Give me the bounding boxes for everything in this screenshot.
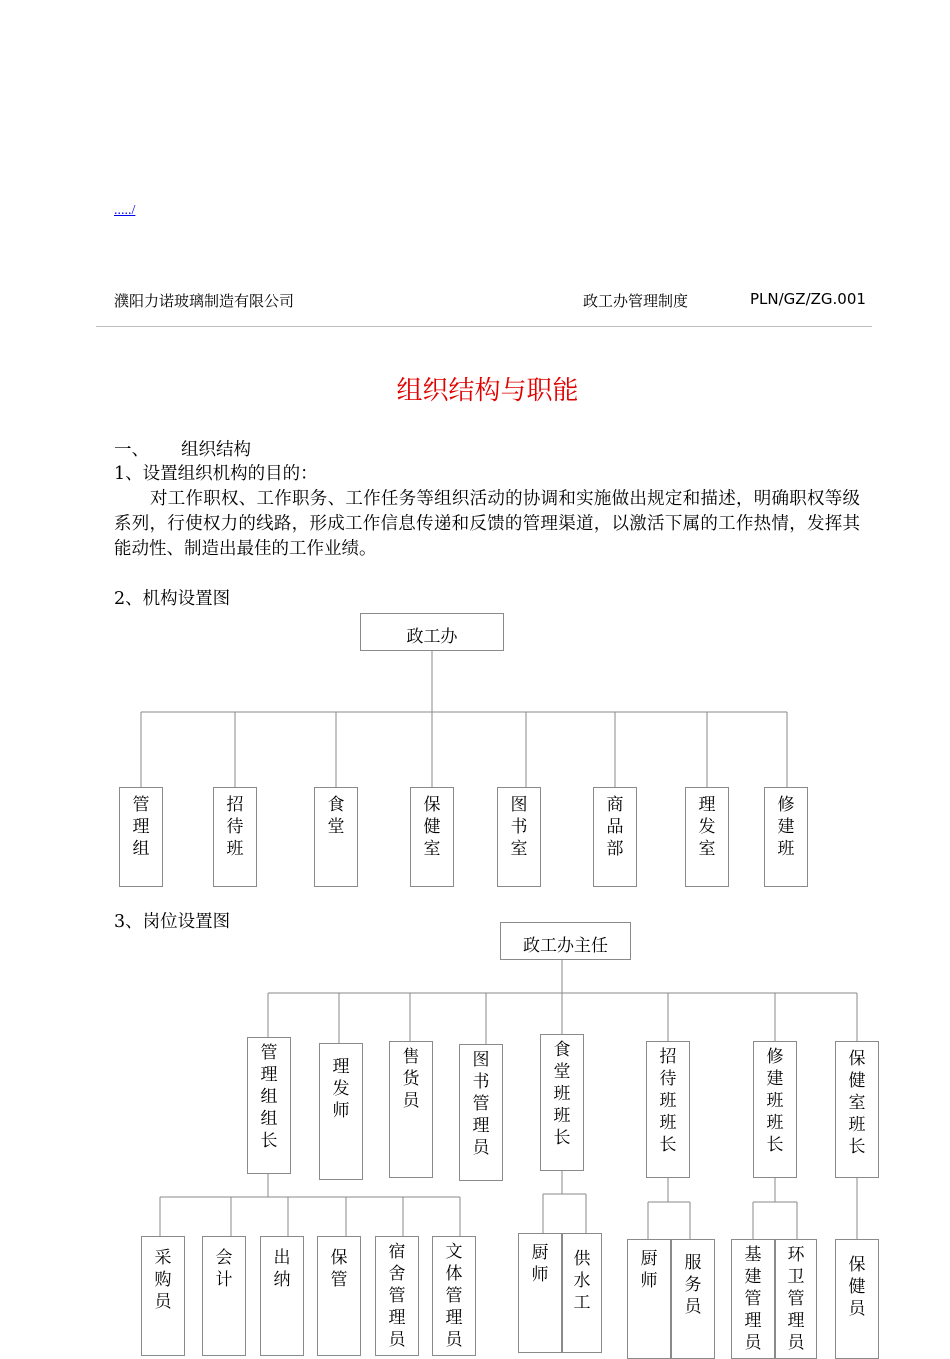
org-unit-label: 管 理 组 — [132, 795, 150, 860]
sub-post-label: 环 卫 管 理 员 — [787, 1245, 805, 1354]
sub-post-label: 厨 师 — [531, 1243, 549, 1286]
sub-post-label: 会 计 — [215, 1248, 233, 1291]
post-box — [389, 1041, 433, 1178]
sub-post-label: 文 体 管 理 员 — [445, 1242, 463, 1351]
org-unit-box — [497, 787, 541, 887]
org-unit-label: 修 建 班 — [777, 795, 795, 860]
post-box — [835, 1041, 879, 1178]
sub-post-box — [835, 1239, 879, 1359]
post-label: 管 理 组 组 长 — [260, 1043, 278, 1152]
sub-post-box — [518, 1233, 562, 1353]
sub-post-label: 供 水 工 — [573, 1249, 591, 1314]
org-unit-label: 图 书 室 — [510, 795, 528, 860]
post-label: 保 健 室 班 长 — [848, 1049, 866, 1158]
org-unit-box — [764, 787, 808, 887]
document-code: PLN/GZ/ZG.001 — [750, 290, 866, 308]
sub-post-box — [260, 1236, 304, 1356]
sub-post-label: 厨 师 — [640, 1249, 658, 1292]
sub-post-label: 宿 舍 管 理 员 — [388, 1242, 406, 1351]
org-unit-label: 保 健 室 — [423, 795, 441, 860]
post-box — [459, 1044, 503, 1181]
item-1-heading: 1、设置组织机构的目的： — [114, 464, 318, 484]
post-box — [319, 1043, 363, 1180]
post-label: 售 货 员 — [402, 1047, 420, 1112]
item-3-heading: 3、岗位设置图 — [114, 912, 231, 932]
post-box — [646, 1041, 690, 1178]
sub-post-box — [375, 1236, 419, 1356]
org-root-box — [360, 613, 504, 651]
sub-post-label: 保 管 — [330, 1248, 348, 1291]
org-unit-box — [119, 787, 163, 887]
post-box — [753, 1041, 797, 1178]
post-label: 食 堂 班 班 长 — [553, 1040, 571, 1149]
page-title: 组织结构与职能 — [396, 376, 579, 406]
org-unit-box — [685, 787, 729, 887]
sub-post-label: 基 建 管 理 员 — [744, 1245, 762, 1354]
section-number: 一、 — [114, 440, 149, 460]
post-label: 招 待 班 班 长 — [659, 1047, 677, 1156]
sub-post-label: 采 购 员 — [154, 1248, 172, 1313]
sub-post-box — [317, 1236, 361, 1356]
post-label: 图 书 管 理 员 — [472, 1050, 490, 1159]
top-link[interactable]: ...../ — [114, 203, 136, 218]
org-unit-box — [410, 787, 454, 887]
org-unit-box — [593, 787, 637, 887]
org-unit-label: 理 发 室 — [698, 795, 716, 860]
sub-post-box — [432, 1236, 476, 1356]
sub-post-box — [775, 1239, 817, 1359]
sub-post-label: 出 纳 — [273, 1248, 291, 1291]
sub-post-box — [627, 1239, 671, 1359]
post-root-box — [500, 922, 631, 960]
post-root-label: 政工办主任 — [523, 936, 608, 956]
sub-post-box — [202, 1236, 246, 1356]
sub-post-box — [671, 1239, 715, 1359]
company-name: 濮阳力诺玻璃制造有限公司 — [114, 292, 295, 310]
post-box — [247, 1037, 291, 1174]
document-name: 政工办管理制度 — [583, 292, 689, 310]
org-unit-box — [314, 787, 358, 887]
org-unit-box — [213, 787, 257, 887]
sub-post-box — [731, 1239, 775, 1359]
section-label: 组织结构 — [181, 440, 251, 460]
org-root-label: 政工办 — [406, 627, 458, 647]
post-label: 修 建 班 班 长 — [766, 1047, 784, 1156]
post-label: 理 发 师 — [332, 1057, 350, 1122]
item-2-heading: 2、机构设置图 — [114, 589, 231, 609]
sub-post-box — [562, 1233, 602, 1353]
org-unit-label: 商 品 部 — [606, 795, 624, 860]
purpose-paragraph: 对工作职权、工作职务、工作任务等组织活动的协调和实施做出规定和描述，明确职权等级系列，行使权力的线路，形成工作信息传递和反馈的管理渠道，以激活下属的工作热情，发挥其能动性、制造出最佳的工作业绩。 — [114, 489, 860, 559]
org-unit-label: 招 待 班 — [226, 795, 244, 860]
sub-post-box — [141, 1236, 185, 1356]
org-unit-label: 食 堂 — [327, 795, 345, 838]
sub-post-label: 保 健 员 — [848, 1255, 866, 1320]
sub-post-label: 服 务 员 — [684, 1253, 702, 1318]
post-box — [540, 1034, 584, 1171]
